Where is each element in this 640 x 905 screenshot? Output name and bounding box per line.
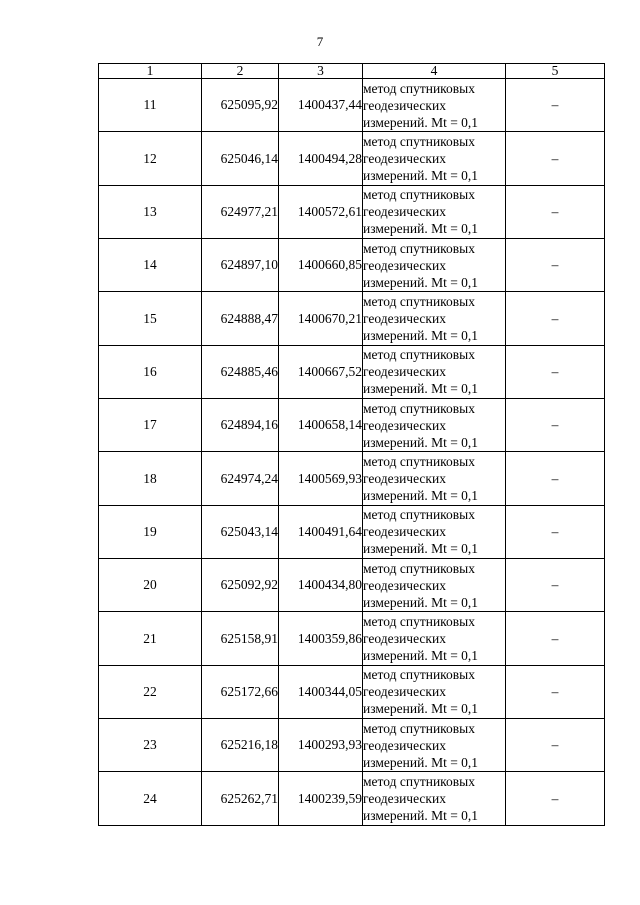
column-header-1: 1 — [99, 64, 202, 79]
method-text-line: метод спутниковых — [363, 294, 475, 310]
method-text-line: измерений. Mt = 0,1 — [363, 114, 479, 130]
table-row — [99, 665, 605, 718]
point-number-cell: 13 — [99, 185, 202, 238]
x-coordinate-cell: 625046,14 — [202, 132, 279, 185]
table-row — [99, 132, 605, 185]
method-text-line: метод спутниковых — [363, 614, 475, 630]
table-row — [99, 772, 605, 825]
x-coordinate-cell: 625172,66 — [202, 665, 279, 718]
table-row — [99, 292, 605, 345]
method-text-line: геодезических — [363, 684, 446, 700]
table-header-row — [99, 64, 605, 79]
point-number-cell: 24 — [99, 772, 202, 825]
table-row — [99, 185, 605, 238]
y-coordinate-cell: 1400239,59 — [279, 772, 363, 825]
table-row — [99, 399, 605, 452]
method-text-line: метод спутниковых — [363, 347, 475, 363]
point-number-cell: 11 — [99, 79, 202, 132]
point-number-cell: 17 — [99, 399, 202, 452]
method-text-line: метод спутниковых — [363, 187, 475, 203]
method-text-line: измерений. Mt = 0,1 — [363, 754, 479, 770]
column-header-2: 2 — [202, 64, 279, 79]
method-text-line: геодезических — [363, 311, 446, 327]
y-coordinate-cell: 1400434,80 — [279, 559, 363, 612]
note-cell: – — [506, 345, 605, 398]
note-cell: – — [506, 452, 605, 505]
method-text-line: измерений. Mt = 0,1 — [363, 541, 479, 557]
method-text-line: геодезических — [363, 631, 446, 647]
method-text-line: метод спутниковых — [363, 667, 475, 683]
method-text-line: метод спутниковых — [363, 774, 475, 790]
column-header-5: 5 — [506, 64, 605, 79]
method-text-line: метод спутниковых — [363, 560, 475, 576]
point-number-cell: 15 — [99, 292, 202, 345]
method-cell — [363, 79, 506, 132]
method-cell — [363, 505, 506, 558]
table-row — [99, 719, 605, 772]
method-text-line: геодезических — [363, 97, 446, 113]
page-number: 7 — [316, 34, 324, 49]
note-cell: – — [506, 612, 605, 665]
y-coordinate-cell: 1400658,14 — [279, 399, 363, 452]
x-coordinate-cell: 624894,16 — [202, 399, 279, 452]
method-text-line: геодезических — [363, 791, 446, 807]
method-cell — [363, 665, 506, 718]
method-text-line: метод спутниковых — [363, 400, 475, 416]
note-cell: – — [506, 239, 605, 292]
method-text-line: метод спутниковых — [363, 454, 475, 470]
method-text-line: геодезических — [363, 417, 446, 433]
y-coordinate-cell: 1400569,93 — [279, 452, 363, 505]
method-cell — [363, 185, 506, 238]
method-text-line: геодезических — [363, 204, 446, 220]
point-number-cell: 12 — [99, 132, 202, 185]
column-header-4: 4 — [363, 64, 506, 79]
method-text-line: метод спутниковых — [363, 80, 475, 96]
method-text-line: геодезических — [363, 524, 446, 540]
method-text-line: геодезических — [363, 737, 446, 753]
point-number-cell: 19 — [99, 505, 202, 558]
method-text-line: геодезических — [363, 257, 446, 273]
table-row — [99, 612, 605, 665]
table-row — [99, 452, 605, 505]
table-row — [99, 239, 605, 292]
method-text-line: измерений. Mt = 0,1 — [363, 168, 479, 184]
note-cell: – — [506, 559, 605, 612]
method-text-line: измерений. Mt = 0,1 — [363, 808, 479, 824]
y-coordinate-cell: 1400667,52 — [279, 345, 363, 398]
x-coordinate-cell: 625158,91 — [202, 612, 279, 665]
coordinates-table — [98, 63, 605, 826]
method-cell — [363, 452, 506, 505]
point-number-cell: 16 — [99, 345, 202, 398]
table-row — [99, 345, 605, 398]
method-text-line: измерений. Mt = 0,1 — [363, 434, 479, 450]
x-coordinate-cell: 624974,24 — [202, 452, 279, 505]
point-number-cell: 23 — [99, 719, 202, 772]
method-cell — [363, 132, 506, 185]
x-coordinate-cell: 624897,10 — [202, 239, 279, 292]
method-text-line: измерений. Mt = 0,1 — [363, 488, 479, 504]
y-coordinate-cell: 1400494,28 — [279, 132, 363, 185]
note-cell: – — [506, 132, 605, 185]
table-row — [99, 505, 605, 558]
column-header-3: 3 — [279, 64, 363, 79]
point-number-cell: 20 — [99, 559, 202, 612]
method-text-line: измерений. Mt = 0,1 — [363, 381, 479, 397]
table-body — [99, 79, 605, 826]
method-text-line: метод спутниковых — [363, 240, 475, 256]
point-number-cell: 21 — [99, 612, 202, 665]
x-coordinate-cell: 624888,47 — [202, 292, 279, 345]
x-coordinate-cell: 625262,71 — [202, 772, 279, 825]
note-cell: – — [506, 185, 605, 238]
note-cell: – — [506, 719, 605, 772]
method-cell — [363, 345, 506, 398]
x-coordinate-cell: 624885,46 — [202, 345, 279, 398]
method-cell — [363, 239, 506, 292]
note-cell: – — [506, 772, 605, 825]
table-row — [99, 559, 605, 612]
x-coordinate-cell: 625216,18 — [202, 719, 279, 772]
note-cell: – — [506, 665, 605, 718]
y-coordinate-cell: 1400437,44 — [279, 79, 363, 132]
x-coordinate-cell: 624977,21 — [202, 185, 279, 238]
method-text-line: геодезических — [363, 364, 446, 380]
y-coordinate-cell: 1400491,64 — [279, 505, 363, 558]
method-text-line: метод спутниковых — [363, 134, 475, 150]
method-text-line: метод спутниковых — [363, 720, 475, 736]
method-text-line: геодезических — [363, 471, 446, 487]
y-coordinate-cell: 1400660,85 — [279, 239, 363, 292]
method-text-line: измерений. Mt = 0,1 — [363, 701, 479, 717]
point-number-cell: 14 — [99, 239, 202, 292]
x-coordinate-cell: 625092,92 — [202, 559, 279, 612]
note-cell: – — [506, 505, 605, 558]
method-text-line: измерений. Mt = 0,1 — [363, 328, 479, 344]
x-coordinate-cell: 625043,14 — [202, 505, 279, 558]
method-text-line: геодезических — [363, 577, 446, 593]
table-row — [99, 79, 605, 132]
point-number-cell: 18 — [99, 452, 202, 505]
method-cell — [363, 772, 506, 825]
method-cell — [363, 292, 506, 345]
note-cell: – — [506, 399, 605, 452]
method-text-line: измерений. Mt = 0,1 — [363, 221, 479, 237]
x-coordinate-cell: 625095,92 — [202, 79, 279, 132]
y-coordinate-cell: 1400344,05 — [279, 665, 363, 718]
note-cell: – — [506, 292, 605, 345]
method-text-line: измерений. Mt = 0,1 — [363, 594, 479, 610]
y-coordinate-cell: 1400572,61 — [279, 185, 363, 238]
y-coordinate-cell: 1400359,86 — [279, 612, 363, 665]
method-cell — [363, 612, 506, 665]
note-cell: – — [506, 79, 605, 132]
method-text-line: метод спутниковых — [363, 507, 475, 523]
method-text-line: геодезических — [363, 151, 446, 167]
y-coordinate-cell: 1400670,21 — [279, 292, 363, 345]
method-cell — [363, 719, 506, 772]
point-number-cell: 22 — [99, 665, 202, 718]
method-text-line: измерений. Mt = 0,1 — [363, 274, 479, 290]
method-cell — [363, 399, 506, 452]
y-coordinate-cell: 1400293,93 — [279, 719, 363, 772]
method-text-line: измерений. Mt = 0,1 — [363, 648, 479, 664]
method-cell — [363, 559, 506, 612]
